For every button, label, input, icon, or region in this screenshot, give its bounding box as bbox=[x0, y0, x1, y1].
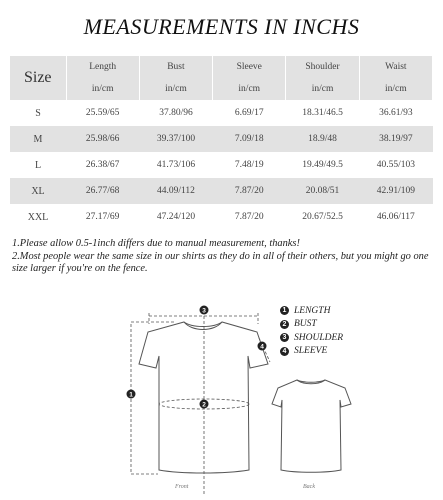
table-row bbox=[10, 178, 433, 204]
legend-item-shoulder bbox=[280, 331, 343, 345]
table-units-row bbox=[10, 78, 433, 100]
legend-label: LENGTH bbox=[294, 305, 331, 316]
unit-label: in/cm bbox=[213, 78, 286, 100]
number-badge-icon: 1 bbox=[280, 306, 289, 315]
unit-label: in/cm bbox=[359, 78, 432, 100]
column-header-sleeve: Sleeve bbox=[213, 56, 286, 78]
svg-text:3: 3 bbox=[202, 307, 206, 315]
column-header-shoulder: Shoulder bbox=[286, 56, 359, 78]
table-cell: 25.98/66 bbox=[66, 126, 139, 152]
table-row bbox=[10, 152, 433, 178]
table-cell: 37.80/96 bbox=[159, 108, 193, 118]
table-cell: 39.37/100 bbox=[139, 126, 212, 152]
table-cell: 44.09/112 bbox=[139, 178, 212, 204]
size-cell: M bbox=[10, 126, 66, 152]
unit-label: in/cm bbox=[139, 78, 212, 100]
column-header-waist: Waist bbox=[359, 56, 432, 78]
size-chart-table bbox=[10, 56, 433, 230]
table-cell: 40.55/103 bbox=[376, 160, 415, 170]
table-cell: 6.69/17 bbox=[234, 108, 264, 118]
svg-text:2: 2 bbox=[202, 401, 206, 409]
legend-label: SLEEVE bbox=[294, 346, 328, 357]
legend-label: SHOULDER bbox=[294, 332, 344, 343]
notes bbox=[12, 238, 434, 276]
table-header-row bbox=[10, 56, 433, 78]
number-badge-icon: 2 bbox=[280, 320, 289, 329]
measurement-diagram bbox=[0, 296, 443, 500]
table-cell: 38.19/97 bbox=[359, 126, 432, 152]
svg-text:1: 1 bbox=[129, 391, 133, 399]
size-cell: XXL bbox=[27, 211, 49, 223]
front-caption: Front bbox=[175, 484, 189, 490]
number-badge-icon: 4 bbox=[280, 347, 289, 356]
unit-label: in/cm bbox=[286, 78, 359, 100]
table-cell: 47.24/120 bbox=[156, 212, 196, 222]
size-column-header: Size bbox=[10, 56, 66, 100]
table-cell: 42.91/109 bbox=[359, 178, 432, 204]
column-header-bust: Bust bbox=[139, 56, 212, 78]
note-2: 2.Most people wear the same size in our shirts as they do in all of their others, but you might go one size larger if you're on the fence. bbox=[12, 250, 429, 274]
table-cell: 20.08/51 bbox=[286, 178, 359, 204]
marker-bust bbox=[200, 400, 209, 409]
table-cell: 46.06/117 bbox=[376, 212, 415, 222]
back-shirt-illustration bbox=[272, 380, 351, 472]
table-cell: 7.87/20 bbox=[234, 212, 264, 222]
table-row bbox=[10, 204, 433, 230]
marker-sleeve bbox=[258, 342, 267, 351]
number-badge-icon: 3 bbox=[280, 333, 289, 342]
table-cell: 26.38/67 bbox=[85, 160, 120, 170]
unit-label: in/cm bbox=[66, 78, 139, 100]
legend-item-length bbox=[280, 304, 343, 318]
table-cell: 20.67/52.5 bbox=[302, 212, 343, 222]
table-cell: 27.17/69 bbox=[85, 212, 120, 222]
page-title: MEASUREMENTS IN INCHS bbox=[83, 14, 360, 39]
front-shirt-illustration bbox=[139, 322, 268, 473]
back-caption: Back bbox=[303, 484, 315, 490]
note-1: 1.Please allow 0.5-1inch differs due to manual measurement, thanks! bbox=[12, 238, 300, 249]
table-row bbox=[10, 100, 433, 126]
size-cell: XL bbox=[10, 178, 66, 204]
table-cell: 18.9/48 bbox=[286, 126, 359, 152]
table-cell: 18.31/46.5 bbox=[302, 108, 343, 118]
marker-length bbox=[127, 390, 136, 399]
legend-item-sleeve bbox=[280, 345, 343, 359]
legend-label: BUST bbox=[294, 319, 317, 330]
table-cell: 7.48/19 bbox=[234, 160, 264, 170]
svg-text:4: 4 bbox=[260, 343, 264, 351]
table-cell: 36.61/93 bbox=[379, 108, 413, 118]
table-cell: 41.73/106 bbox=[156, 160, 196, 170]
table-row bbox=[10, 126, 433, 152]
size-cell: L bbox=[34, 159, 42, 171]
size-cell: S bbox=[35, 107, 41, 119]
marker-shoulder bbox=[200, 306, 209, 315]
table-cell: 7.09/18 bbox=[213, 126, 286, 152]
table-cell: 19.49/49.5 bbox=[302, 160, 343, 170]
column-header-length: Length bbox=[66, 56, 139, 78]
table-cell: 7.87/20 bbox=[213, 178, 286, 204]
measurement-legend bbox=[280, 304, 343, 358]
legend-item-bust bbox=[280, 318, 343, 332]
table-cell: 25.59/65 bbox=[85, 108, 120, 118]
table-cell: 26.77/68 bbox=[66, 178, 139, 204]
